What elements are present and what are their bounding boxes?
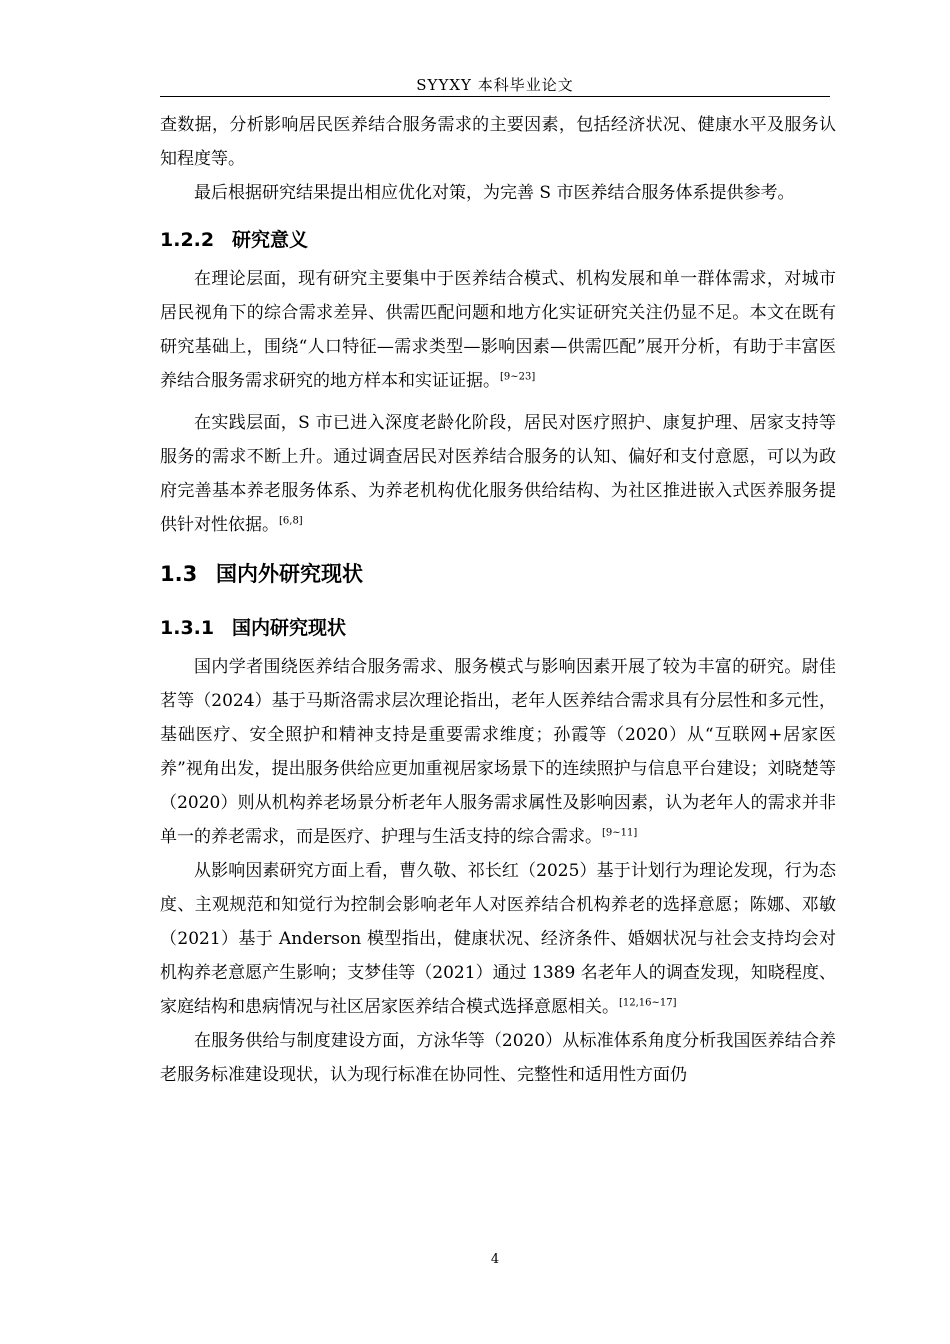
paragraph <box>160 262 836 398</box>
paragraph <box>160 854 836 1024</box>
paragraph-text: 在理论层面，现有研究主要集中于医养结合模式、机构发展和单一群体需求，对城市居民视角下的综合需求差异、供需匹配问题和地方化实证研究关注仍显不足。本文在既有研究基础上，围绕“人口特征—需求类型—影响因素—供需匹配”展开分析，有助于丰富医养结合服务需求研究的地方样本和实证证据。 <box>160 269 836 391</box>
citation: [6,8] <box>279 515 303 527</box>
page-body <box>160 108 836 1092</box>
citation: [9~23] <box>500 371 536 383</box>
paragraph-text: 在实践层面，S 市已进入深度老龄化阶段，居民对医疗照护、康复护理、居家支持等服务的需求不断上升。通过调查居民对医养结合服务的认知、偏好和支付意愿，可以为政府完善基本养老服务体系、为养老机构优化服务供给结构、为社区推进嵌入式医养服务提供针对性依据。 <box>160 413 836 535</box>
section-title: 研究意义 <box>232 229 309 251</box>
paragraph-text: 国内学者围绕医养结合服务需求、服务模式与影响因素开展了较为丰富的研究。尉佳茗等（2024）基于马斯洛需求层次理论指出，老年人医养结合需求具有分层性和多元性，基础医疗、安全照护和精神支持是重要需求维度；孙霞等（2020）从“互联网+居家医养”视角出发，提出服务供给应更加重视居家场景下的连续照护与信息平台建设；刘晓楚等（2020）则从机构养老场景分析老年人服务需求属性及影响因素，认为老年人的需求并非单一的养老需求，而是医疗、护理与生活支持的综合需求。 <box>160 657 836 847</box>
citation: [12,16~17] <box>619 997 677 1009</box>
section-number: 1.3 <box>160 562 198 586</box>
section-number: 1.3.1 <box>160 617 215 639</box>
running-header: SYYXY 本科毕业论文 <box>416 76 574 94</box>
citation: [9~11] <box>602 827 638 839</box>
paragraph-text: 最后根据研究结果提出相应优化对策，为完善 S 市医养结合服务体系提供参考。 <box>194 183 795 203</box>
paragraph-text: 查数据，分析影响居民医养结合服务需求的主要因素，包括经济状况、健康水平及服务认知程度等。 <box>160 115 836 169</box>
page-number: 4 <box>490 1252 500 1267</box>
paragraph <box>160 1024 836 1092</box>
paragraph <box>160 176 836 210</box>
section-title: 国内研究现状 <box>232 617 347 639</box>
section-heading-1-3-1 <box>160 606 836 650</box>
paragraph <box>160 406 836 542</box>
section-number: 1.2.2 <box>160 229 215 251</box>
section-title: 国内外研究现状 <box>216 562 363 586</box>
header-rule <box>160 96 830 97</box>
paragraph-text: 从影响因素研究方面上看，曹久敬、祁长红（2025）基于计划行为理论发现，行为态度、主观规范和知觉行为控制会影响老年人对医养结合机构养老的选择意愿；陈娜、邓敏（2021）基于 Anderson 模型指出，健康状况、经济条件、婚姻状况与社会支持均会对机构养老意愿产生影响；支梦佳等（2021）通过 1389 名老年人的调查发现，知晓程度、家庭结构和患病情况与社区居家医养结合模式选择意愿相关。 <box>160 861 836 1017</box>
section-heading-1-3 <box>160 550 836 598</box>
paragraph-text: 在服务供给与制度建设方面，方泳华等（2020）从标准体系角度分析我国医养结合养老服务标准建设现状，认为现行标准在协同性、完整性和适用性方面仍 <box>160 1031 836 1085</box>
section-heading-1-2-2 <box>160 218 836 262</box>
paragraph-continued <box>160 108 836 176</box>
paragraph <box>160 650 836 854</box>
